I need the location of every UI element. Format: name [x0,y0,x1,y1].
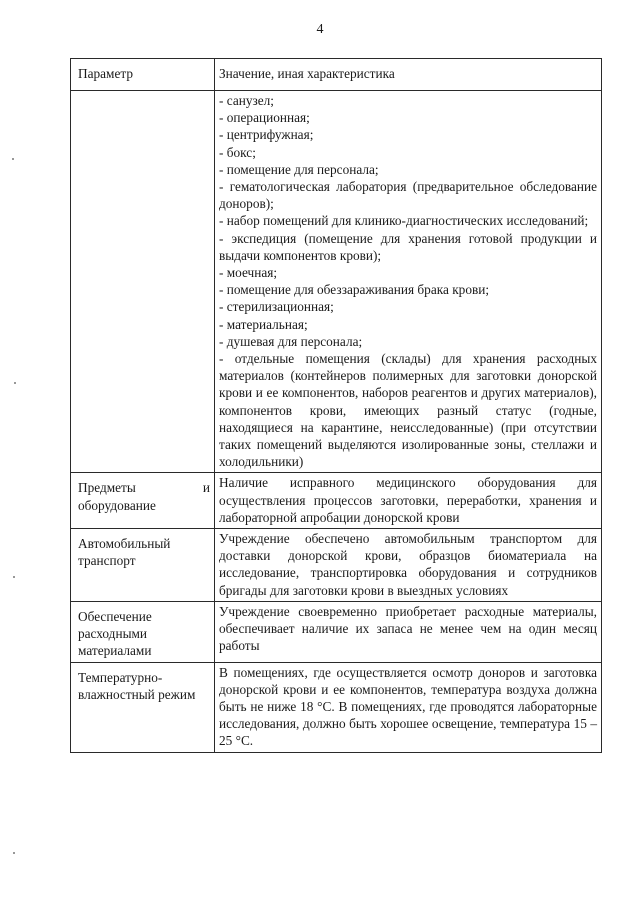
margin-mark [13,576,15,578]
premises-list-item: - операционная; [219,110,310,126]
row-parameter: Обеспечение расходными материалами [71,601,215,662]
premises-list-item: - душевая для персонала; [219,333,363,349]
table-row [71,473,602,529]
premises-value-cell [215,91,602,473]
row-parameter: Предметы и оборудование [71,473,215,529]
row-value: Наличие исправного медицинского оборудования для осуществления процессов заготовки, переработки, хранения и лабораторной апробации донорской крови [215,473,602,529]
table-row-premises [71,91,602,473]
premises-list-item: - стерилизационная; [219,299,334,315]
premises-list-item: - материальная; [219,316,308,332]
margin-mark [12,158,14,160]
margin-mark [14,382,16,384]
row-value: Учреждение своевременно приобретает расходные материалы, обеспечивает наличие их запаса не менее чем на один месяц работы [215,601,602,662]
premises-list-item: - отдельные помещения (склады) для хранения расходных материалов (контейнеров полимерных для заготовки донорской крови и ее компонентов, наборов реагентов и других материалов), компонентов крови, имеющих разный статус (годные, находящиеся на карантине, неисследованные) (при отсутствии таких помещений выделяются изолированные зоны, стеллажи и холодильники) [219,351,597,470]
premises-list-item: - бокс; [219,144,256,160]
premises-list-item: - гематологическая лаборатория (предварительное обследование доноров); [219,179,597,212]
row-parameter: Температурно-влажностный режим [71,662,215,752]
premises-list-item: - экспедиция (помещение для хранения готовой продукции и выдачи компонентов крови); [219,230,597,263]
premises-list-item: - помещение для персонала; [219,161,379,177]
premises-list-item: - центрифужная; [219,127,314,143]
row-value: Учреждение обеспечено автомобильным транспортом для доставки донорской крови, образцов биоматериала на исследование, транспортировка оборудования и сотрудников бригады для заготовки крови в выездных условиях [215,529,602,602]
premises-list-item: - моечная; [219,265,278,281]
premises-list-item: - набор помещений для клинико-диагностических исследований; [219,213,589,229]
premises-parameter-cell [71,91,215,473]
premises-list-item: - санузел; [219,93,274,108]
table-header-row [71,59,602,91]
table-row [71,529,602,602]
margin-mark [13,852,15,854]
table-row [71,601,602,662]
premises-list-item: - помещение для обеззараживания брака крови; [219,282,490,298]
page-number: 4 [316,22,324,37]
parameters-table [70,58,602,753]
row-parameter: Автомобильный транспорт [71,529,215,602]
header-parameter: Параметр [71,59,215,91]
row-value: В помещениях, где осуществляется осмотр доноров и заготовка донорской крови и ее компонентов, температура воздуха должна быть не ниже 18 °С. В помещениях, где проводятся лабораторные исследования, должно быть хорошее освещение, температура 15 – 25 °С. [215,662,602,752]
table-row [71,662,602,752]
premises-list [219,92,597,470]
header-value: Значение, иная характеристика [215,59,602,91]
